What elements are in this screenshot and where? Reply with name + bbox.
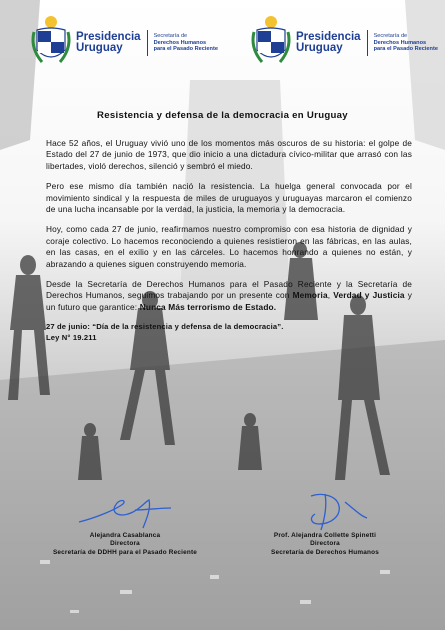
brand-line1: Presidencia bbox=[76, 30, 141, 43]
brand-line2: Uruguay bbox=[76, 42, 123, 54]
signature-block-2 bbox=[225, 488, 425, 557]
paragraph-3: Hoy, como cada 27 de junio, reafirmamos nuestro compromiso con esa historia de dignidad y coraje colectivo. Lo hacemos reconociendo a quienes resistieron en las fábricas, en las aulas, en las casas, en el exilio y en las cárceles. Lo hacemos honrando a quienes no están, y abrazando a quienes siguen construyendo memoria. bbox=[46, 224, 412, 269]
secretaria-line2: Derechos Humanos bbox=[153, 39, 207, 46]
document-body bbox=[46, 138, 412, 343]
signer-role-1: Directora bbox=[110, 540, 140, 548]
paragraph-4-text-e: y un futuro que garantice: bbox=[46, 290, 413, 312]
secretaria-line1: Secretaría de bbox=[373, 32, 408, 39]
logo-divider bbox=[147, 30, 148, 56]
signer-name-2: Prof. Alejandra Collette Spinetti bbox=[273, 532, 377, 539]
secretaria-line3: para el Pasado Reciente bbox=[373, 46, 438, 53]
coat-of-arms-icon bbox=[250, 14, 292, 72]
paragraph-1: Hace 52 años, el Uruguay vivió uno de los momentos más oscuros de su historia: el golpe de Estado del 27 de junio de 1973, que dio inicio a una dictadura cívico-militar que arrasó con las libertades, violó derechos, silenció y sembró el miedo. bbox=[46, 138, 412, 171]
signer-office-2: Secretaría de Derechos Humanos bbox=[271, 548, 379, 556]
signer-name-1: Alejandra Casablanca bbox=[89, 532, 161, 539]
presidencia-logo bbox=[30, 14, 218, 72]
emphasis-nunca-mas: Nunca Más terrorismo de Estado. bbox=[139, 301, 277, 312]
law-line2: Ley N° 19.211 bbox=[46, 332, 97, 342]
header bbox=[0, 14, 445, 76]
secretaria-line1: Secretaría de bbox=[153, 32, 188, 39]
paragraph-4-text-c: , bbox=[327, 290, 334, 301]
emphasis-verdad-justicia: Verdad y Justicia bbox=[333, 290, 405, 301]
law-line1: 27 de junio: “Día de la resistencia y defensa de la democracia”. bbox=[46, 322, 284, 332]
law-reference bbox=[46, 322, 412, 343]
signer-office-1: Secretaría de DDHH para el Pasado Reciente bbox=[52, 548, 198, 556]
secretaria-line2: Derechos Humanos bbox=[373, 39, 427, 46]
handwritten-signature-icon bbox=[75, 488, 175, 532]
brand-line2: Uruguay bbox=[296, 42, 343, 54]
signer-role-2: Directora bbox=[310, 540, 340, 548]
coat-of-arms-icon bbox=[30, 14, 72, 72]
paragraph-4 bbox=[46, 279, 412, 313]
presidencia-logo-secondary bbox=[250, 14, 438, 72]
paragraph-2: Pero ese mismo día también nació la resistencia. La huelga general convocada por el movimiento sindical y la respuesta de miles de uruguayos y uruguayas marcaron el comienzo de una lucha incansable por la verdad, la justicia, la memoria y la democracia. bbox=[46, 181, 412, 215]
paragraph-4-text-a: Desde la Secretaría de Derechos Humanos para el Pasado Reciente y la Secretaría de Derechos Humanos, seguimos trabajando por un presente con bbox=[46, 279, 412, 301]
secretaria-line3: para el Pasado Reciente bbox=[153, 46, 218, 53]
emphasis-memoria: Memoria bbox=[292, 290, 328, 301]
brand-line1: Presidencia bbox=[296, 30, 361, 43]
signature-block-1 bbox=[25, 488, 225, 557]
logo-divider bbox=[367, 30, 368, 56]
document-title: Resistencia y defensa de la democracia en Uruguay bbox=[97, 110, 348, 121]
handwritten-signature-icon bbox=[275, 488, 375, 532]
